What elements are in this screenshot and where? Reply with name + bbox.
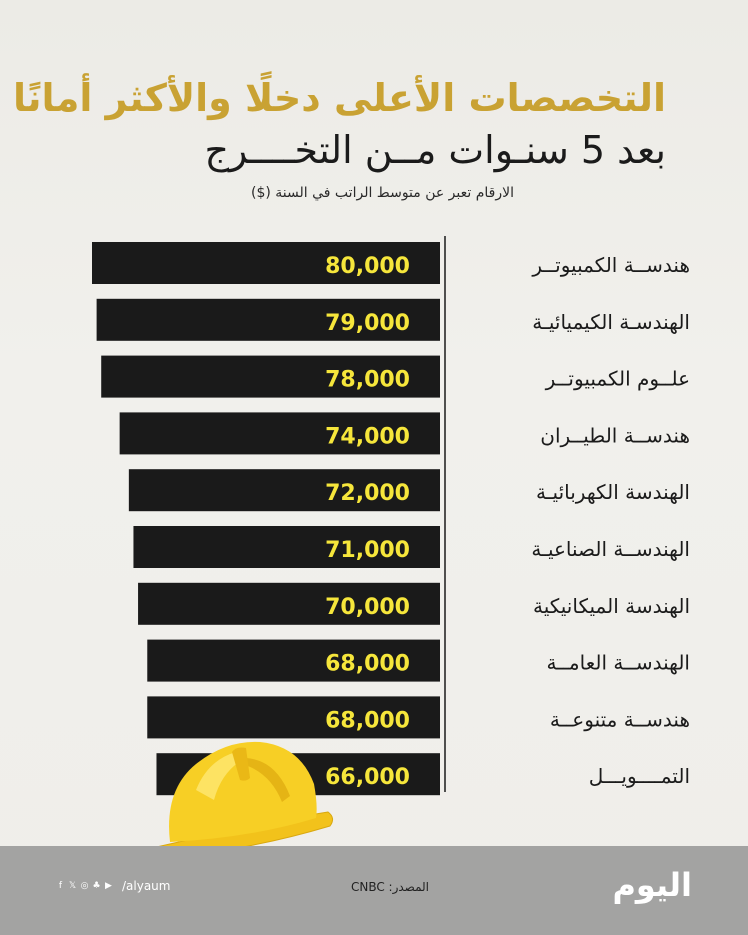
category-label: هندســة الطيــران bbox=[540, 423, 690, 448]
chart-subtitle: الارقام تعبر عن متوسط الراتب في السنة ($) bbox=[251, 185, 514, 201]
x-icon[interactable]: 𝕏 bbox=[68, 880, 77, 891]
youtube-icon[interactable]: ▶ bbox=[105, 880, 112, 891]
bar-value-label: 71,000 bbox=[325, 538, 410, 563]
bar-value-label: 68,000 bbox=[325, 651, 410, 677]
bar-value-label: 68,000 bbox=[325, 708, 410, 734]
bar-value-label: 66,000 bbox=[325, 765, 410, 791]
footer bbox=[0, 846, 748, 935]
brand-logo: اليوم bbox=[612, 866, 692, 904]
page-title-line2: بعد 5 سنـوات مــن التخــــرج bbox=[204, 128, 666, 172]
source-label: المصدر: CNBC bbox=[350, 880, 430, 894]
bar-value-label: 74,000 bbox=[325, 424, 410, 450]
page-title: التخصصات الأعلى دخلًا والأكثر أمانًا bbox=[13, 76, 666, 120]
category-label: الهندسـة الكيميائيـة bbox=[532, 309, 690, 334]
category-label: علــوم الكمبيوتــر bbox=[545, 366, 690, 391]
category-label: الهندسة الميكانيكية bbox=[532, 593, 690, 618]
snapchat-icon[interactable]: ♣ bbox=[92, 880, 101, 891]
category-label: هندســة الكمبيوتــر bbox=[532, 253, 690, 277]
category-label: التمــــويـــل bbox=[588, 764, 690, 789]
category-label: الهندسة الكهربائيـة bbox=[535, 480, 690, 505]
category-label: هندســة متنوعــة bbox=[549, 707, 690, 732]
category-label: الهندســة العامــة bbox=[546, 650, 690, 675]
bar-value-label: 72,000 bbox=[325, 481, 410, 507]
bar-value-label: 78,000 bbox=[325, 367, 410, 393]
instagram-icon[interactable]: ◎ bbox=[80, 880, 89, 891]
category-label: الهندســة الصناعيـة bbox=[531, 537, 690, 561]
bar-value-label: 80,000 bbox=[325, 254, 410, 279]
social-links bbox=[56, 879, 170, 893]
social-handle[interactable]: /alyaum bbox=[122, 879, 171, 893]
facebook-icon[interactable]: f bbox=[58, 880, 63, 891]
bar-value-label: 79,000 bbox=[325, 310, 410, 336]
bar-value-label: 70,000 bbox=[325, 594, 410, 620]
